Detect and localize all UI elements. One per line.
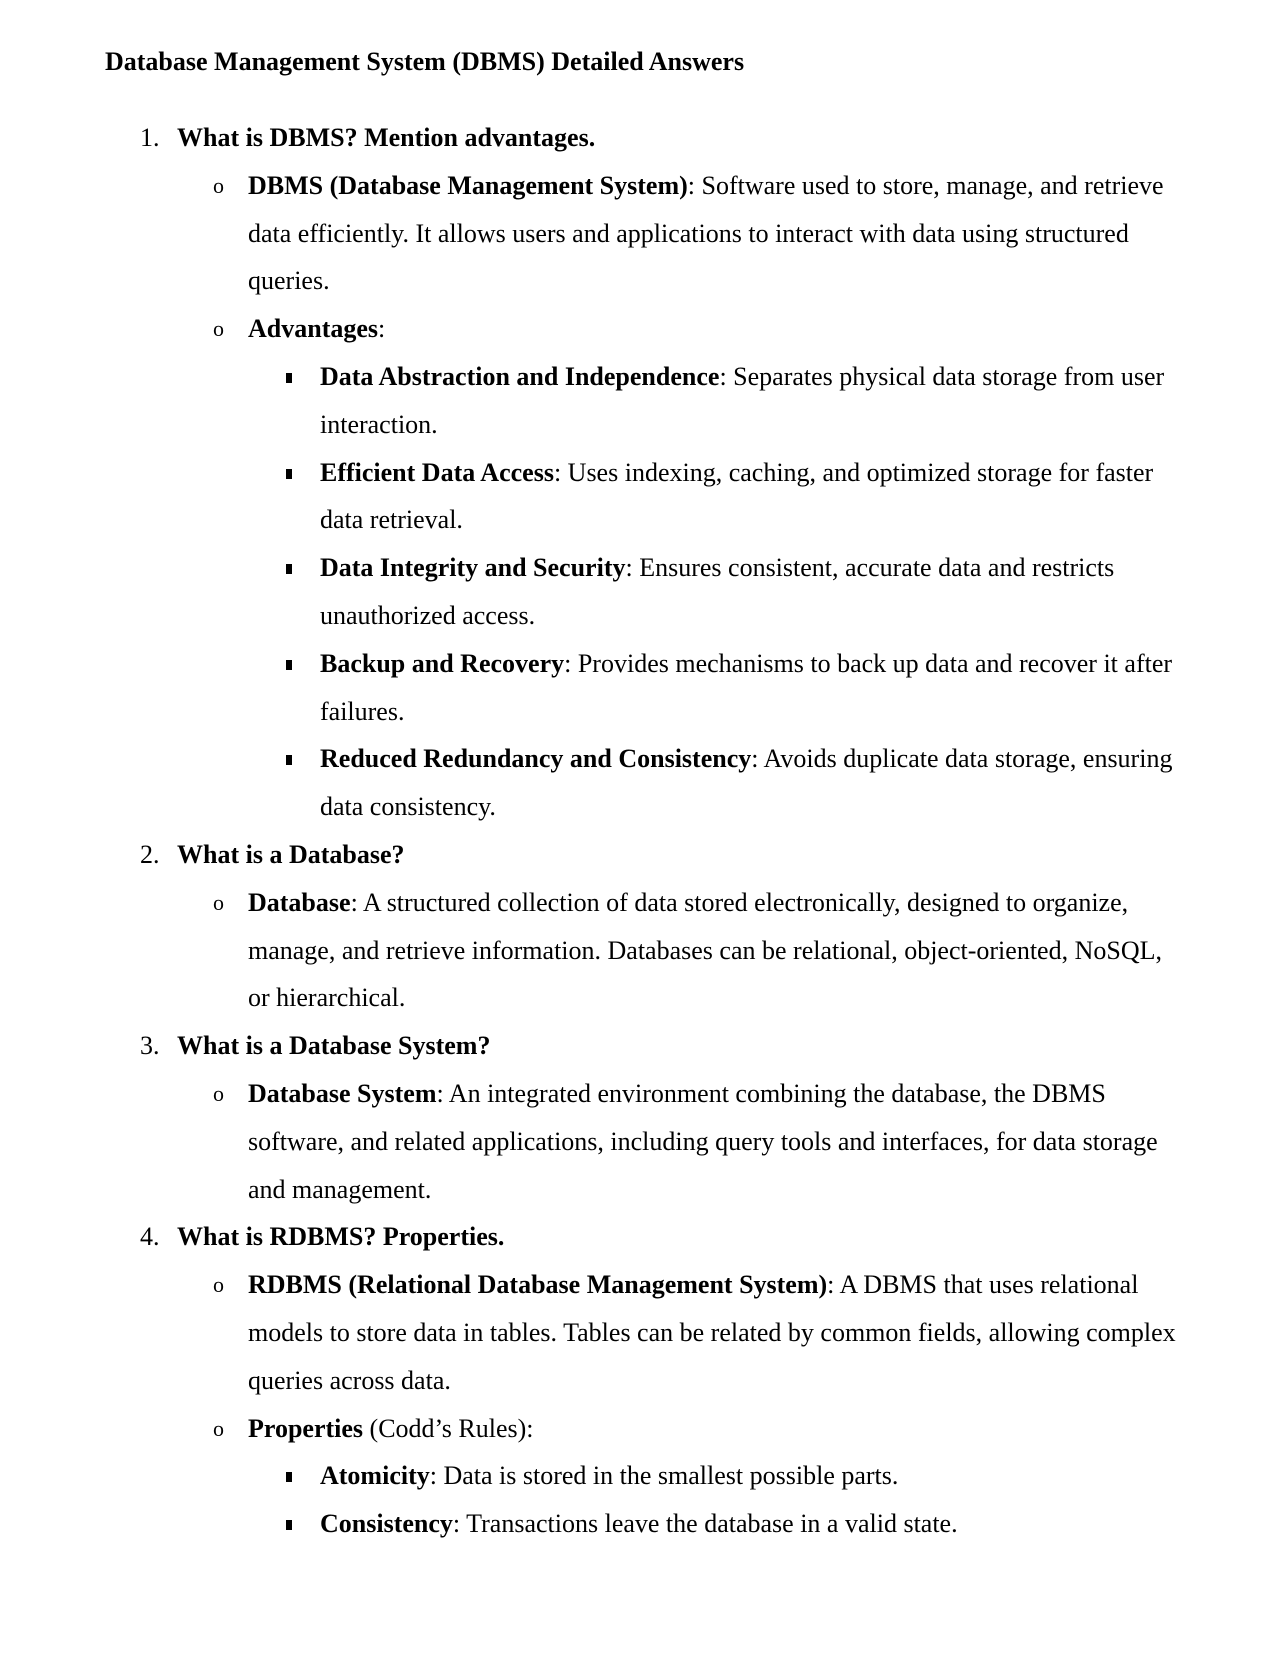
sub-list-item	[320, 640, 1178, 736]
question-text: What is DBMS? Mention advantages.	[177, 123, 596, 152]
item-term: RDBMS (Relational Database Management System)	[248, 1270, 828, 1300]
question-text: What is a Database?	[177, 839, 405, 869]
question-text: What is a Database System?	[177, 1031, 491, 1061]
list-item	[213, 1070, 1176, 1213]
item-term: Database	[248, 887, 351, 917]
list-item	[213, 162, 1176, 305]
sub-item-text: : Data is stored in the smallest possible parts.	[429, 1461, 899, 1491]
question-number: 4.	[140, 1222, 160, 1252]
circle-bullet-icon: o	[213, 889, 224, 915]
item-term: Advantages	[248, 314, 379, 344]
document-body	[0, 114, 1280, 1548]
square-bullet-icon	[286, 1472, 292, 1482]
square-bullet-icon	[286, 660, 292, 670]
circle-bullet-icon: o	[213, 1272, 224, 1298]
sub-item-term: Consistency	[320, 1509, 453, 1539]
sub-list-item	[320, 449, 1178, 545]
sub-item-term: Efficient Data Access	[320, 457, 554, 487]
item-text: : A structured collection of data stored electronically, designed to organize, manage, and retrieve information. Databases can be relational, object-oriented, NoSQL, or hierarchical.	[248, 887, 1162, 1013]
sub-list-item	[320, 353, 1178, 449]
sub-item-text: : Separates physical data storage from user interaction.	[320, 361, 1165, 439]
square-bullet-icon	[286, 469, 292, 479]
sub-list-item	[320, 735, 1178, 831]
sub-item-term: Data Integrity and Security	[320, 553, 626, 583]
square-bullet-icon	[286, 755, 292, 765]
sub-item-text: : Transactions leave the database in a valid state.	[452, 1509, 958, 1539]
question-number: 1.	[140, 123, 160, 152]
item-text: : A DBMS that uses relational models to store data in tables. Tables can be related by common fields, allowing complex queries across data.	[248, 1270, 1176, 1395]
list-item	[213, 1405, 1176, 1453]
question-number: 3.	[140, 1031, 160, 1061]
question-heading	[0, 831, 1280, 879]
document-title: Database Management System (DBMS) Detailed Answers	[105, 47, 745, 76]
list-item	[213, 1261, 1176, 1404]
square-bullet-icon	[286, 1520, 292, 1530]
sub-item-text: : Avoids duplicate data storage, ensuring data consistency.	[320, 744, 1173, 822]
item-text: (Codd’s Rules):	[363, 1413, 534, 1443]
circle-bullet-icon: o	[213, 1415, 224, 1441]
question-heading	[0, 1213, 1280, 1261]
question-text: What is RDBMS? Properties.	[177, 1222, 505, 1252]
item-text: : Software used to store, manage, and retrieve data efficiently. It allows users and applications to interact with data using structured queries.	[248, 170, 1164, 296]
item-text: :	[378, 314, 386, 344]
square-bullet-icon	[286, 373, 292, 383]
sub-list-item	[320, 1452, 1178, 1500]
circle-bullet-icon: o	[213, 172, 224, 198]
item-term: Properties	[248, 1413, 364, 1443]
sub-list-item	[320, 544, 1178, 640]
sub-item-term: Backup and Recovery	[320, 648, 565, 678]
square-bullet-icon	[286, 564, 292, 574]
sub-list-item	[320, 1500, 1178, 1548]
sub-item-text: : Uses indexing, caching, and optimized storage for faster data retrieval.	[320, 457, 1154, 535]
sub-item-term: Atomicity	[320, 1461, 430, 1491]
item-term: Database System	[248, 1078, 437, 1108]
question-number: 2.	[140, 839, 160, 869]
sub-item-term: Data Abstraction and Independence	[320, 361, 720, 391]
item-text: : An integrated environment combining the database, the DBMS software, and related applications, including query tools and interfaces, for data storage and management.	[248, 1078, 1158, 1204]
circle-bullet-icon: o	[213, 1080, 224, 1106]
list-item	[213, 305, 1176, 353]
question-heading	[0, 114, 1280, 162]
sub-item-text: : Ensures consistent, accurate data and restricts unauthorized access.	[320, 553, 1115, 630]
question-heading	[0, 1022, 1280, 1070]
item-term: DBMS (Database Management System)	[248, 170, 688, 200]
sub-item-term: Reduced Redundancy and Consistency	[320, 744, 752, 774]
sub-item-text: : Provides mechanisms to back up data and recover it after failures.	[320, 648, 1173, 726]
list-item	[213, 879, 1176, 1022]
circle-bullet-icon: o	[213, 316, 224, 342]
